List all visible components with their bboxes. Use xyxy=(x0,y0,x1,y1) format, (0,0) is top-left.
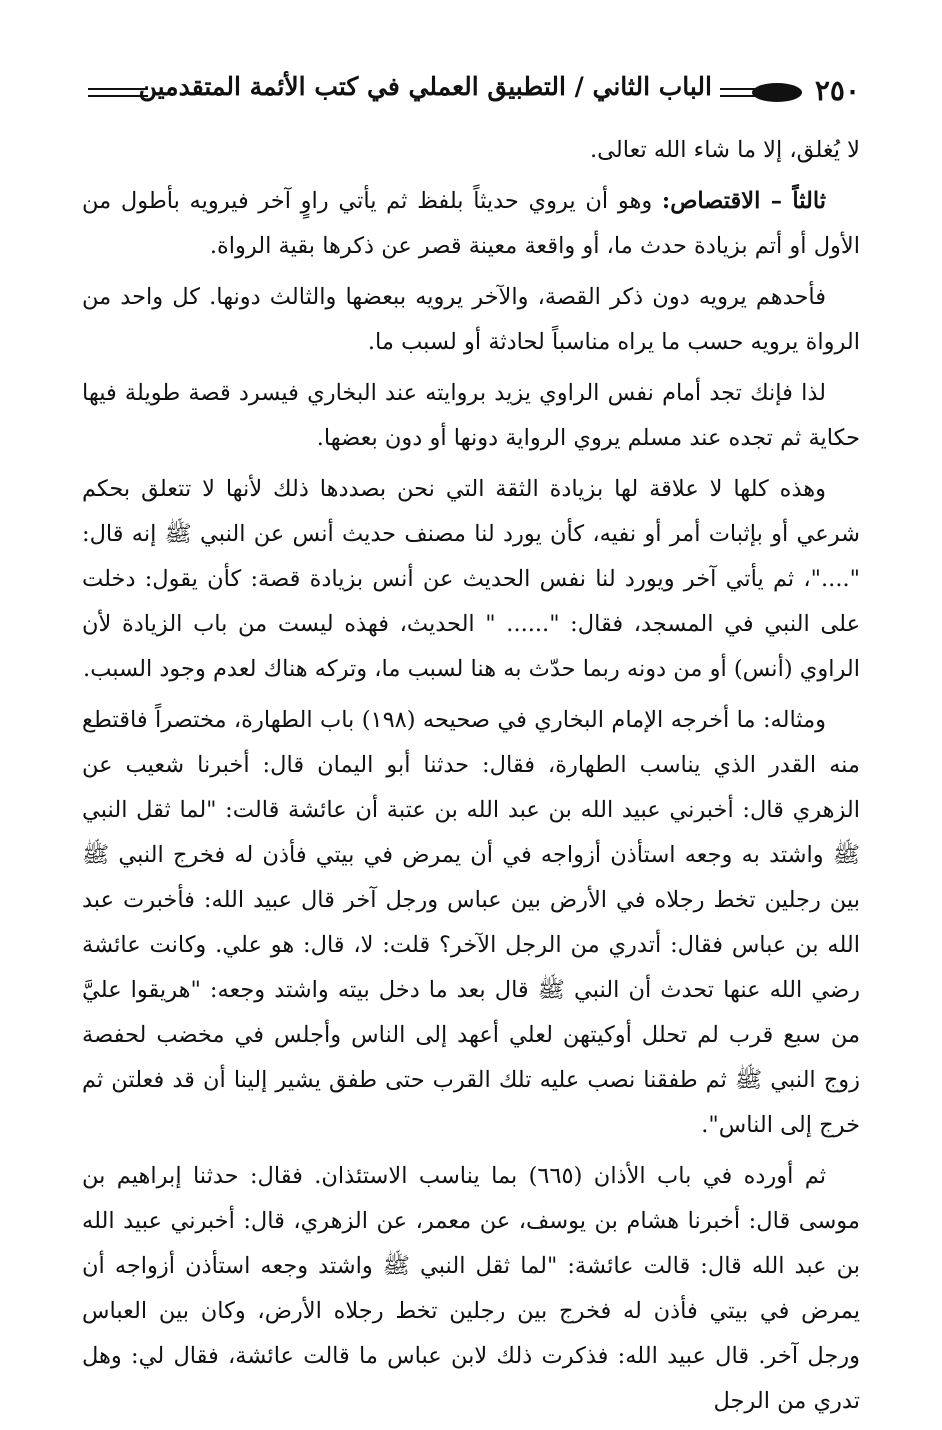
header-rule-left xyxy=(88,88,148,97)
paragraph xyxy=(82,371,860,461)
paragraph-text: فأحدهم يرويه دون ذكر القصة، والآخر يرويه ببعضها والثالث دونها. كل واحد من الرواة يرويه حسب ما يراه مناسباً لحادثة أو لسبب ما. xyxy=(82,284,860,355)
paragraph xyxy=(82,467,860,692)
page-number: ٢٥٠ xyxy=(814,74,860,107)
running-head: الباب الثاني / التطبيق العملي في كتب الأئمة المتقدمين xyxy=(138,72,712,101)
paragraph xyxy=(82,698,860,1148)
paragraph xyxy=(82,128,860,173)
header-ornament-oval xyxy=(752,83,802,102)
paragraph-text: ثم أورده في باب الأذان (٦٦٥) بما يناسب الاستئذان. فقال: حدثنا إبراهيم بن موسى قال: أخبرنا هشام بن يوسف، عن معمر، عن الزهري، قال: أخبرني عبيد الله بن عبد الله قال: قالت عائشة: "لما ثقل النبي ﷺ واشتد وجعه استأذن أزواجه أن يمرض في بيتي فأذن له فخرج بين رجلين تخط رجلاه الأرض، وكان بين العباس ورجل آخر. قال عبيد الله: فذكرت ذلك لابن عباس ما قالت عائشة، فقال لي: وهل تدري من الرجل xyxy=(82,1163,860,1414)
paragraph xyxy=(82,1154,860,1424)
section-term: ثالثاً – الاقتصاص: xyxy=(661,188,827,214)
paragraph xyxy=(82,179,860,269)
paragraph-text: وهذه كلها لا علاقة لها بزيادة الثقة التي نحن بصددها ذلك لأنها لا تتعلق بحكم شرعي أو بإثبات أمر أو نفيه، كأن يورد لنا مصنف حديث أنس عن النبي ﷺ إنه قال: "...."، ثم يأتي آخر ويورد لنا نفس الحديث عن أنس بزيادة قصة: كأن يقول: دخلت على النبي في المسجد، فقال: "...... " الحديث، فهذه ليست من باب الزيادة لأن الراوي (أنس) أو من دونه ربما حدّث به هنا لسبب ما، وتركه هناك لعدم وجود السبب. xyxy=(82,476,860,682)
paragraph-text: لا يُغلق، إلا ما شاء الله تعالى. xyxy=(590,137,860,163)
paragraph-text: ومثاله: ما أخرجه الإمام البخاري في صحيحه (١٩٨) باب الطهارة، مختصراً فاقتطع منه القدر الذي يناسب الطهارة، فقال: حدثنا أبو اليمان قال: أخبرنا شعيب عن الزهري قال: أخبرني عبيد الله بن عبد الله بن عتبة أن عائشة قالت: "لما ثقل النبي ﷺ واشتد به وجعه استأذن أزواجه في أن يمرض في بيتي فأذن له فخرج النبي ﷺ بين رجلين تخط رجلاه في الأرض بين عباس ورجل آخر قال عبيد الله: فأخبرت عبد الله بن عباس فقال: أتدري من الرجل الآخر؟ قلت: لا، قال: هو علي. وكانت عائشة رضي الله عنها تحدث أن النبي ﷺ قال بعد ما دخل بيته واشتد وجعه: "هريقوا عليَّ من سبع قرب لم تحلل أوكيتهن لعلي أعهد إلى الناس وأجلس في مخضب لحفصة زوج النبي ﷺ ثم طفقنا نصب عليه تلك القرب حتى طفق يشير إلينا أن قد فعلتن ثم خرج إلى الناس". xyxy=(82,707,860,1138)
body-text xyxy=(82,128,860,1430)
page-header xyxy=(80,68,860,118)
paragraph-text: وهو أن يروي حديثاً بلفظ ثم يأتي راوٍ آخر فيرويه بأطول من الأول أو أتم بزيادة حدث ما، أو واقعة معينة قصر عن ذكرها بقية الرواة. xyxy=(82,188,860,259)
paragraph-text: لذا فإنك تجد أمام نفس الراوي يزيد بروايته عند البخاري فيسرد قصة طويلة فيها حكاية ثم تجده عند مسلم يروي الرواية دونها أو دون بعضها. xyxy=(82,380,860,451)
paragraph xyxy=(82,275,860,365)
header-rule-right xyxy=(720,88,756,97)
